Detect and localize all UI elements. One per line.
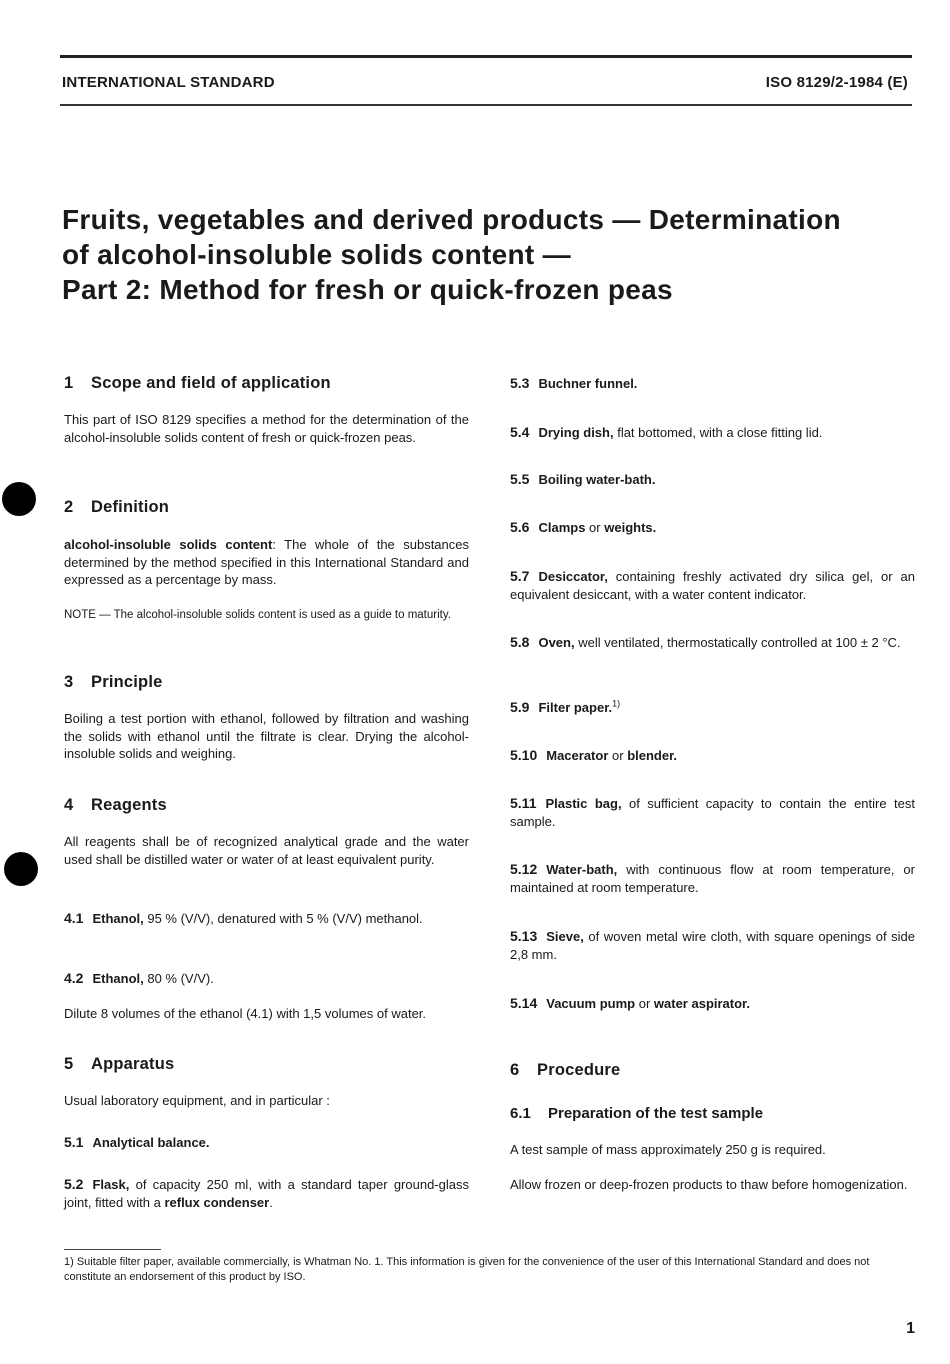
punch-hole-upper — [2, 482, 36, 516]
page-number: 1 — [906, 1320, 915, 1337]
document-reference: ISO 8129/2-1984 (E) — [765, 74, 908, 91]
item-5-5: 5.5 Boiling water-bath. — [510, 471, 656, 487]
item-5-6: 5.6 Clamps or weights. — [510, 519, 657, 535]
section-5-heading: 5 Apparatus — [64, 1055, 175, 1073]
item-5-14: 5.14 Vacuum pump or water aspirator. — [510, 995, 751, 1011]
defined-term: alcohol-insoluble solids content — [64, 537, 273, 552]
subsection-6-1-heading: 6.1 Preparation of the test sample — [510, 1105, 764, 1122]
section-6-heading: 6 Procedure — [510, 1061, 621, 1079]
header-top-rule — [60, 55, 912, 58]
footnote-rule — [64, 1249, 161, 1250]
item-5-13: 5.13 Sieve, of woven metal wire cloth, with square openings of side 2,8 mm. — [510, 928, 915, 962]
section-6-1-text-2: Allow frozen or deep-frozen products to thaw before homogenization. — [510, 1177, 908, 1192]
item-4-1: 4.1 Ethanol, 95 % (V/V), denatured with 5 % (V/V) methanol. — [64, 910, 423, 926]
footnote: 1) Suitable filter paper, available commercially, is Whatman No. 1. This information is given for the convenience of the user of this International Standard and does not constitute an endorsement of this product by ISO. — [64, 1256, 870, 1283]
section-6-1-text-1: A test sample of mass approximately 250 g is required. — [510, 1142, 826, 1157]
item-5-7: 5.7 Desiccator, containing freshly activated dry silica gel, or an equivalent desiccant, with a water content indicator. — [510, 568, 915, 602]
item-5-10: 5.10 Macerator or blender. — [510, 747, 678, 763]
item-4-2-text: Dilute 8 volumes of the ethanol (4.1) with 1,5 volumes of water. — [64, 1006, 427, 1021]
item-5-3: 5.3 Buchner funnel. — [510, 375, 638, 391]
item-5-12: 5.12 Water-bath, with continuous flow at room temperature, or maintained at room temperature. — [510, 861, 915, 895]
section-2-definition: alcohol-insoluble solids content: The whole of the substances determined by the method specified in this International Standard and expressed as a percentage by mass. — [64, 537, 469, 587]
section-1-heading: 1 Scope and field of application — [64, 374, 331, 392]
item-4-2: 4.2 Ethanol, 80 % (V/V). — [64, 970, 214, 986]
section-1-text: This part of ISO 8129 specifies a method for the determination of the alcohol-insoluble solids content of fresh or quick-frozen peas. — [64, 412, 469, 445]
section-3-heading: 3 Principle — [64, 673, 163, 691]
section-2-note: NOTE — The alcohol-insoluble solids content is used as a guide to maturity. — [64, 609, 451, 621]
title-line-3: Part 2: Method for fresh or quick-frozen peas — [62, 274, 673, 305]
section-3-text: Boiling a test portion with ethanol, followed by filtration and washing the solids with ethanol until the filtrate is clear. Drying the alcohol-insoluble solids and weighing. — [64, 711, 469, 761]
item-5-11: 5.11 Plastic bag, of sufficient capacity to contain the entire test sample. — [510, 795, 915, 829]
item-5-8: 5.8 Oven, well ventilated, thermostatically controlled at 100 ± 2 °C. — [510, 634, 901, 650]
title-line-1: Fruits, vegetables and derived products — Determination — [62, 204, 841, 235]
item-5-9: 5.9 Filter paper.$^{1)}$ — [510, 698, 621, 715]
item-5-4: 5.4 Drying dish, flat bottomed, with a close fitting lid. — [510, 424, 823, 440]
item-5-2: 5.2 Flask, of capacity 250 ml, with a standard taper ground-glass joint, fitted with a reflux condenser. — [64, 1176, 469, 1210]
document-type: INTERNATIONAL STANDARD — [62, 74, 275, 91]
document-title — [62, 202, 922, 307]
section-4-text: All reagents shall be of recognized analytical grade and the water used shall be distilled water or water of at least equivalent purity. — [64, 834, 469, 867]
title-line-2: of alcohol-insoluble solids content — — [62, 239, 571, 270]
section-2-heading: 2 Definition — [64, 498, 170, 516]
item-5-1: 5.1 Analytical balance. — [64, 1134, 210, 1150]
section-5-intro: Usual laboratory equipment, and in particular : — [64, 1093, 330, 1108]
header-bottom-rule — [60, 104, 912, 106]
section-4-heading: 4 Reagents — [64, 796, 167, 814]
punch-hole-lower — [4, 852, 38, 886]
footnote-ref: 1) — [612, 698, 621, 709]
